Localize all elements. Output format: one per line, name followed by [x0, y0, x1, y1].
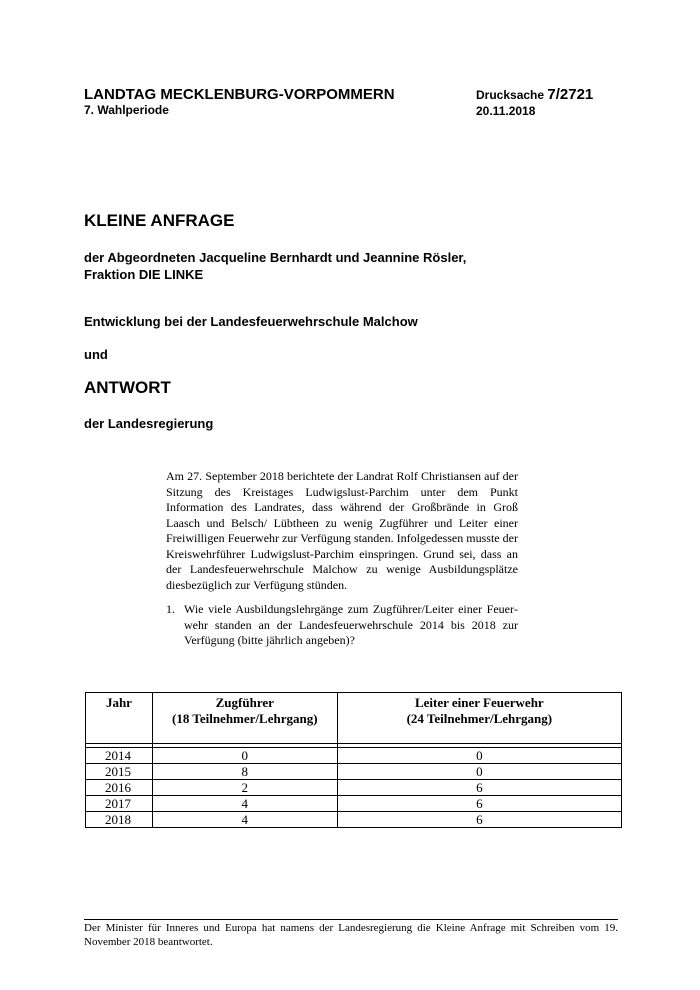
- document-header-left: [84, 86, 395, 117]
- authors-line-1: der Abgeordneten Jacqueline Bernhardt und Jeannine Rösler,: [84, 250, 467, 265]
- document-title: KLEINE ANFRAGE: [84, 211, 235, 230]
- parliament-name: LANDTAG MECKLENBURG-VORPOMMERN: [84, 86, 395, 103]
- cell-year: 2016: [86, 780, 153, 796]
- header-year: Jahr: [86, 693, 153, 744]
- answer-table: [85, 692, 622, 828]
- table-row: [86, 764, 622, 780]
- table-row: [86, 780, 622, 796]
- document-header-right: [476, 86, 593, 118]
- header-leiter-title: Leiter einer Feuerwehr: [414, 695, 544, 710]
- question-number: 1.: [166, 602, 175, 616]
- footnote: Der Minister für Inneres und Europa hat namens der Landesregierung die Kleine Anfrage mit Schreiben vom 19. November 2018 beantwortet.: [84, 922, 618, 948]
- table-header-row: [86, 693, 622, 744]
- cell-leiter: 6: [337, 812, 621, 828]
- authors: [84, 249, 466, 283]
- question-text: Wie viele Ausbildungslehrgänge zum Zugführer/Leiter einer Feuerwehr standen an der Landesfeuerwehrschule 2014 bis 2018 zur Verfügung (bitte jährlich angeben)?: [184, 602, 518, 647]
- subject: Entwicklung bei der Landesfeuerwehrschule Malchow: [84, 314, 418, 329]
- answer-title: ANTWORT: [84, 378, 171, 397]
- legislative-period: 7. Wahlperiode: [84, 103, 169, 117]
- cell-year: 2018: [86, 812, 153, 828]
- cell-zugfuehrer: 0: [152, 748, 337, 764]
- document-date: 20.11.2018: [476, 104, 536, 118]
- cell-year: 2015: [86, 764, 153, 780]
- cell-year: 2014: [86, 748, 153, 764]
- authors-line-2: Fraktion DIE LINKE: [84, 267, 204, 282]
- cell-year: 2017: [86, 796, 153, 812]
- cell-zugfuehrer: 2: [152, 780, 337, 796]
- cell-zugfuehrer: 8: [152, 764, 337, 780]
- cell-leiter: 6: [337, 780, 621, 796]
- cell-leiter: 6: [337, 796, 621, 812]
- intro-paragraph: Am 27. September 2018 berichtete der Landrat Rolf Christiansen auf der Sitzung des Kreistages Ludwigslust-Parchim unter dem Punkt Information des Landrates, dass während der Großbrände in Groß Laasch und Belsch/ Lübtheen zu wenig Zugführer und Leiter einer Freiwilligen Feuerwehr zur Verfügung standen. Infolgedessen musste der Kreiswehrführer Ludwigslust-Parchim einspringen. Grund sei, dass an der Landesfeuerwehrschule Malchow zu wenige Ausbildungsplätze diesbezüglich zur Verfügung stünden.: [166, 469, 518, 592]
- cell-zugfuehrer: 4: [152, 796, 337, 812]
- conjunction: und: [84, 347, 108, 362]
- printed-matter-number: 7/2721: [547, 86, 594, 103]
- printed-matter-line: [476, 86, 593, 104]
- printed-matter-label: Drucksache: [476, 88, 545, 102]
- cell-leiter: 0: [337, 764, 621, 780]
- answer-from: der Landesregierung: [84, 416, 214, 431]
- header-zugfuehrer-note: (18 Teilnehmer/Lehrgang): [172, 711, 318, 726]
- header-leiter-note: (24 Teilnehmer/Lehrgang): [406, 711, 553, 726]
- footnote-divider: [84, 919, 618, 920]
- header-zugfuehrer-title: Zugführer: [215, 695, 274, 710]
- header-zugfuehrer: [152, 693, 337, 744]
- table-row: [86, 812, 622, 828]
- table-row: [86, 748, 622, 764]
- table-row: [86, 796, 622, 812]
- cell-leiter: 0: [337, 748, 621, 764]
- header-leiter: [337, 693, 621, 744]
- cell-zugfuehrer: 4: [152, 812, 337, 828]
- question-1: [166, 602, 518, 649]
